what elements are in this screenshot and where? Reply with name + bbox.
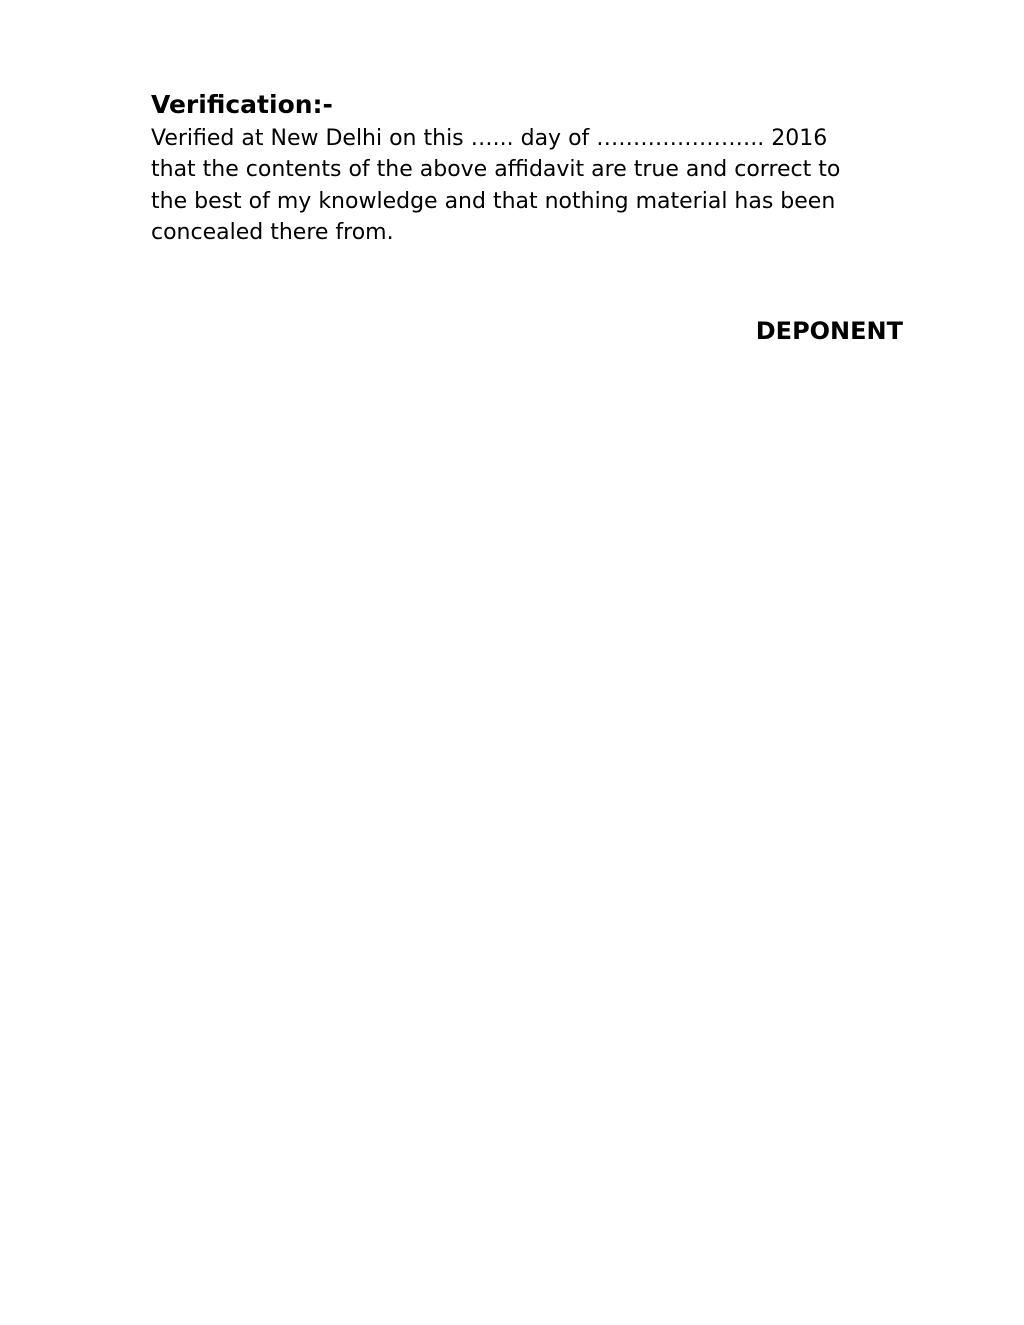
deponent-signature-label: DEPONENT <box>755 317 903 345</box>
verification-paragraph <box>151 123 911 248</box>
verification-heading: Verification:- <box>151 90 333 119</box>
paragraph-line: Verified at New Delhi on this …... day of ………………….. 2016 <box>151 126 828 151</box>
paragraph-line: concealed there from. <box>151 219 394 245</box>
paragraph-line: the best of my knowledge and that nothing material has been <box>151 188 836 214</box>
paragraph-line: that the contents of the above affidavit are true and correct to <box>151 157 841 183</box>
